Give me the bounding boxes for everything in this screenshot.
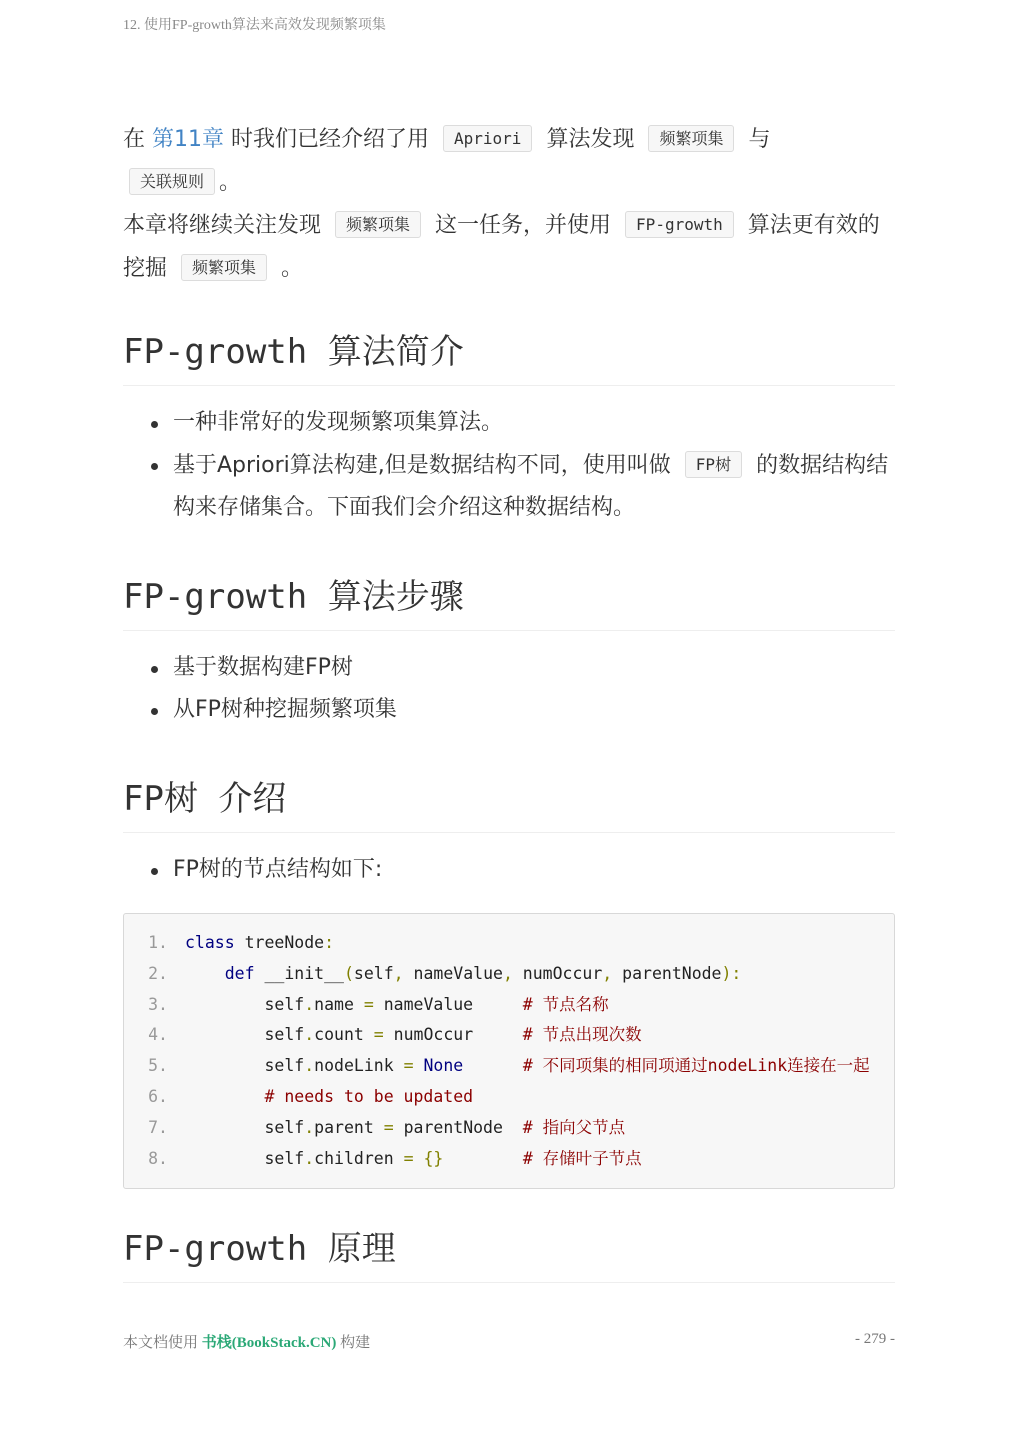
code-line <box>124 1082 880 1113</box>
text-segment: 基于Apriori算法构建,但是数据结构不同，使用叫做 <box>173 453 671 478</box>
code-token: name <box>314 994 364 1014</box>
code-token <box>414 1056 424 1075</box>
code-token: . <box>304 1056 315 1076</box>
code-text <box>185 1144 880 1175</box>
inline-code-frequent-itemsets: 频繁项集 <box>181 254 267 281</box>
fp-tree-list <box>123 849 895 891</box>
section-heading-principle: FP-growth 原理 <box>123 1221 895 1283</box>
code-token: parentNode <box>393 1117 523 1137</box>
code-line <box>124 1020 880 1051</box>
text-segment: 。 <box>281 256 304 281</box>
code-text <box>185 1113 880 1144</box>
code-token: parentNode <box>612 963 722 983</box>
inline-code-association-rules: 关联规则 <box>129 168 215 195</box>
section-heading-intro: FP-growth 算法简介 <box>123 324 895 386</box>
section-heading-fp-tree: FP树 介绍 <box>123 771 895 833</box>
code-token: self <box>185 994 305 1014</box>
code-token: . <box>304 1117 315 1137</box>
page-number: - 279 - <box>855 1331 895 1347</box>
inline-code-frequent-itemsets: 频繁项集 <box>648 125 734 152</box>
code-token: self <box>185 1056 305 1076</box>
code-token: , <box>393 963 404 983</box>
code-token: nameValue <box>373 994 523 1014</box>
code-token: treeNode <box>234 933 325 952</box>
list-item: 从FP树种挖掘频繁项集 <box>173 689 895 731</box>
footer-text: 构建 <box>336 1335 371 1351</box>
text-segment: 算法更有效的挖掘 <box>123 213 880 281</box>
code-token <box>414 1149 424 1168</box>
running-header: 12. 使用FP-growth算法来高效发现频繁项集 <box>123 18 386 33</box>
code-token: . <box>304 994 315 1014</box>
code-comment: # 节点名称 <box>522 994 609 1014</box>
code-comment: # 节点出现次数 <box>522 1025 642 1045</box>
code-token <box>443 1149 522 1168</box>
code-block-treenode <box>123 913 895 1189</box>
code-line <box>124 1051 880 1082</box>
text-segment: 时我们已经介绍了用 <box>224 127 429 152</box>
code-token: self <box>353 963 394 983</box>
code-line <box>124 959 880 990</box>
code-token: self <box>185 1148 305 1168</box>
bookstack-link[interactable]: 书栈(BookStack.CN) <box>201 1335 337 1351</box>
code-token: ( <box>343 963 354 983</box>
code-token <box>185 964 225 983</box>
intro-paragraph-1 <box>123 118 895 204</box>
code-line <box>124 928 880 959</box>
text-segment: 这一任务，并使用 <box>435 213 612 238</box>
code-token: nameValue <box>403 963 503 983</box>
code-token: numOccur <box>512 963 603 983</box>
text-segment: 与 <box>748 127 771 152</box>
line-number: 1. <box>148 933 168 952</box>
inline-code-fp-tree: FP树 <box>685 451 742 478</box>
code-token: , <box>502 963 513 983</box>
code-text <box>185 928 880 959</box>
text-segment: 算法发现 <box>546 127 635 152</box>
text-segment: 本章将继续关注发现 <box>123 213 322 238</box>
footer-text: 本文档使用 <box>123 1335 202 1351</box>
code-token: : <box>324 933 335 952</box>
code-token <box>185 1087 264 1106</box>
steps-list <box>123 647 895 731</box>
line-number: 6. <box>148 1086 168 1106</box>
code-comment: # 存储叶子节点 <box>522 1148 642 1168</box>
line-number: 5. <box>148 1056 168 1076</box>
page-content <box>123 118 895 1283</box>
code-token: ): <box>721 963 742 983</box>
chapter-11-link[interactable]: 第11章 <box>152 127 224 152</box>
code-token: self <box>185 1025 305 1045</box>
code-token: class <box>185 933 235 952</box>
code-token <box>463 1056 523 1075</box>
code-token: , <box>602 963 613 983</box>
code-token: {} <box>423 1148 444 1168</box>
list-item: 基于数据构建FP树 <box>173 647 895 689</box>
code-token: . <box>304 1148 315 1168</box>
code-token: nodeLink <box>314 1056 404 1076</box>
code-token: None <box>423 1056 464 1076</box>
text-segment: 。 <box>219 170 242 195</box>
code-token: = <box>373 1025 384 1045</box>
code-text <box>185 990 880 1021</box>
code-line <box>124 1113 880 1144</box>
text-segment: 在 <box>123 127 152 152</box>
code-token: __init__ <box>254 963 344 983</box>
code-token: def <box>224 963 255 983</box>
code-line <box>124 1144 880 1175</box>
code-text <box>185 1082 880 1113</box>
code-text <box>185 1020 880 1051</box>
code-token: self <box>185 1117 305 1137</box>
code-line <box>124 990 880 1021</box>
code-token: parent <box>314 1117 384 1137</box>
code-token: count <box>314 1025 374 1045</box>
intro-list <box>123 402 895 529</box>
inline-code-apriori: Apriori <box>443 125 532 152</box>
code-token: = <box>403 1056 414 1076</box>
code-comment: # 指向父节点 <box>522 1117 626 1137</box>
line-number: 2. <box>148 963 168 983</box>
code-token: children <box>314 1148 404 1168</box>
code-token: = <box>403 1148 414 1168</box>
line-number: 3. <box>148 994 168 1014</box>
code-token: = <box>383 1117 394 1137</box>
code-token: numOccur <box>383 1025 523 1045</box>
code-token: . <box>304 1025 315 1045</box>
text-segment: 的数据结构结构来存储集合。下面我们会介绍这种数据结构。 <box>173 453 889 520</box>
list-item: 一种非常好的发现频繁项集算法。 <box>173 402 895 444</box>
footer-credit <box>123 1331 370 1352</box>
intro-paragraph-2 <box>123 204 895 290</box>
code-comment: # 不同项集的相同项通过nodeLink连接在一起 <box>522 1056 870 1076</box>
inline-code-frequent-itemsets: 频繁项集 <box>335 211 421 238</box>
list-item <box>173 444 895 529</box>
code-text <box>185 959 880 990</box>
line-number: 4. <box>148 1025 168 1045</box>
code-comment: # needs to be updated <box>264 1086 474 1106</box>
line-number: 8. <box>148 1148 168 1168</box>
code-text <box>185 1051 880 1082</box>
inline-code-fp-growth: FP-growth <box>625 211 734 238</box>
code-token: = <box>363 994 374 1014</box>
list-item: FP树的节点结构如下: <box>173 849 895 891</box>
line-number: 7. <box>148 1117 168 1137</box>
section-heading-steps: FP-growth 算法步骤 <box>123 569 895 631</box>
